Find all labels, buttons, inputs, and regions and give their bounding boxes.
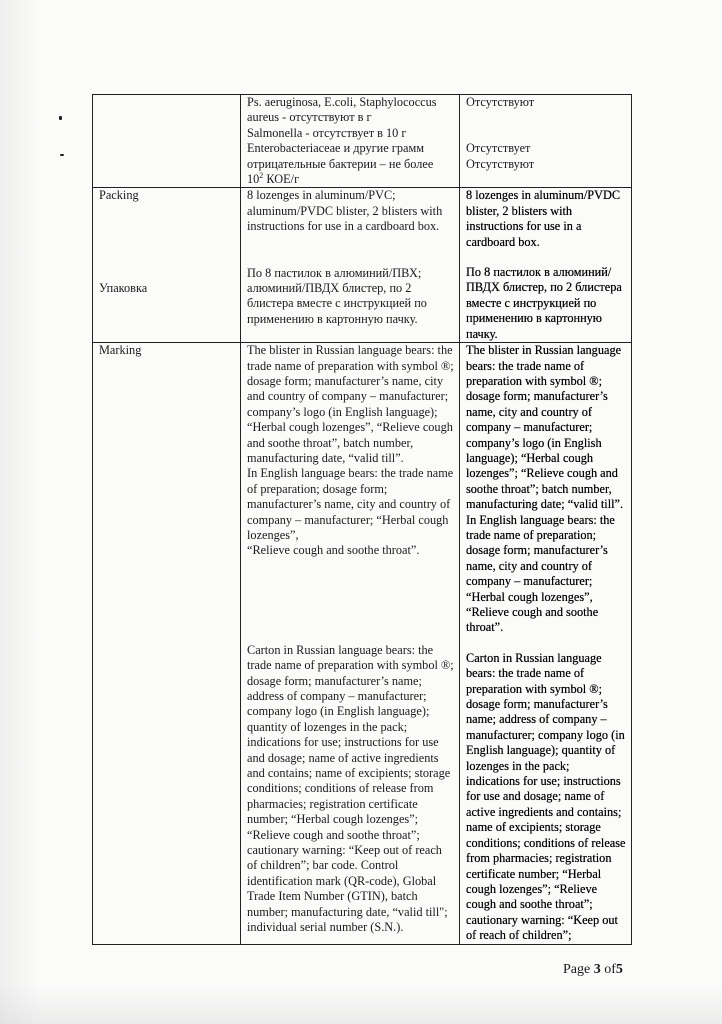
- packing-result-ru: По 8 пастилок в алюминий/ПВДХ блистер, по 2 блистера вместе с инструкцией по применению в картонную пачку.: [466, 265, 622, 341]
- packing-result-en: 8 lozenges in aluminum/PVDC blister, 2 blisters with instructions for use in a cardboard box.: [466, 188, 621, 249]
- packing-spec-en: 8 lozenges in aluminum/PVC; aluminum/PVDC blister, 2 blisters with instructions for use in a cardboard box.: [247, 188, 443, 234]
- specification-cell: [241, 188, 460, 343]
- parameter-cell: [93, 343, 241, 944]
- spec-line: aureus - отсутствуют в г: [247, 110, 372, 125]
- table-row-packing: [93, 188, 632, 343]
- result-line: Отсутствуют: [466, 95, 535, 109]
- result-line: [466, 110, 626, 125]
- result-cell: [460, 95, 632, 188]
- parameter-cell: [93, 188, 241, 343]
- spec-line: отрицательные бактерии – не более: [247, 156, 434, 171]
- packing-label: Packing: [99, 188, 139, 203]
- page-number: [563, 962, 623, 978]
- spec-line: [247, 172, 454, 187]
- spec-line: Ps. aeruginosa, E.coli, Staphylococcus: [247, 95, 437, 109]
- scan-edge-shading: [0, 0, 40, 1024]
- parameter-cell: [93, 95, 241, 188]
- marking-spec-blister-en-cont: “Relieve cough and soothe throat”.: [247, 543, 420, 558]
- scan-speck: [60, 154, 64, 156]
- marking-result-blister-ru: The blister in Russian language bears: the trade name of preparation with symbol ®; dosage form; manufacturer’s name, city and country of company – manufacturer; company’s logo (in English language); “Herbal cough lozenges”; “Relieve cough and soothe throat”; batch number, manufacturing date; “valid till”.: [466, 343, 624, 512]
- cfu-unit: КОЕ/г: [263, 172, 300, 187]
- page-label: Page: [563, 962, 591, 977]
- specification-table: [92, 94, 632, 945]
- marking-spec-blister-en: In English language bears: the trade name of preparation; dosage form; manufacturer’s name, city and country of company – manufacturer; “Herbal cough lozenges”,: [247, 466, 454, 542]
- spec-line: Enterobacteriaceae и другие грамм: [247, 141, 425, 156]
- page-current: 3: [593, 962, 601, 977]
- marking-label: Marking: [99, 343, 142, 358]
- page-total: 5: [615, 962, 623, 977]
- page-of: of: [604, 962, 616, 977]
- packing-label-ru: Упаковка: [99, 280, 148, 295]
- scan-bottom-shading: [0, 984, 722, 1024]
- spec-line: Salmonella - отсутствует в 10 г: [247, 125, 407, 140]
- table-row-marking: [93, 343, 632, 944]
- specification-cell: [241, 343, 460, 944]
- marking-result-carton: Carton in Russian language bears: the trade name of preparation with symbol ®; dosage form; manufacturer’s name; address of company – manufacturer; company logo (in English language); quantity of lozenges in the pack; indications for use; instructions for use and dosage; name of active ingredients and contains; name of excipients; storage conditions; conditions of release from pharmacies; registration certificate number; “Herbal cough lozenges”; “Relieve cough and soothe throat”; cautionary warning: “Keep out of reach of children”;: [466, 650, 626, 943]
- marking-spec-carton: Carton in Russian language bears: the trade name of preparation with symbol ®; dosage form; manufacturer’s name; address of company – manufacturer; company logo (in English language); quantity of lozenges in the pack; indications for use; instructions for use and dosage; name of active ingredients and contains; name of excipients; storage conditions; conditions of release from pharmacies; registration certificate number; “Herbal cough lozenges”; “Relieve cough and soothe throat”; cautionary warning: “Keep out of reach of children”; bar code. Control identification mark (QR-code), Global Trade Item Number (GTIN), batch number; manufacturing date, “valid till"; individual serial number (S.N.).: [247, 642, 454, 935]
- result-line: [466, 126, 626, 141]
- scan-speck: [59, 116, 62, 120]
- marking-spec-blister-ru: The blister in Russian language bears: the trade name of preparation with symbol ®; dosage form; manufacturer’s name, city and country of company – manufacturer; company’s logo (in English language); “Herbal cough lozenges”, “Relieve cough and soothe throat”, batch number, manufacturing date, “valid till”.: [247, 343, 454, 465]
- specification-cell: [241, 95, 460, 188]
- marking-result-blister-en: In English language bears: the trade name of preparation; dosage form; manufacturer’s name, city and country of company – manufacturer; “Herbal cough lozenges”, “Relieve cough and soothe throat”.: [466, 512, 615, 635]
- table-row-microbiology: [93, 95, 632, 188]
- result-line: Отсутствует: [466, 141, 531, 156]
- result-cell: [460, 188, 632, 343]
- packing-spec-ru: По 8 пастилок в алюминий/ПВХ; алюминий/ПВДХ блистер, по 2 блистера вместе с инструкцией по применению в картонную пачку.: [247, 265, 427, 326]
- result-cell: [460, 343, 632, 944]
- cfu-exponent: 2: [259, 170, 264, 180]
- cfu-base: 10: [247, 172, 260, 187]
- result-line: Отсутствуют: [466, 156, 535, 171]
